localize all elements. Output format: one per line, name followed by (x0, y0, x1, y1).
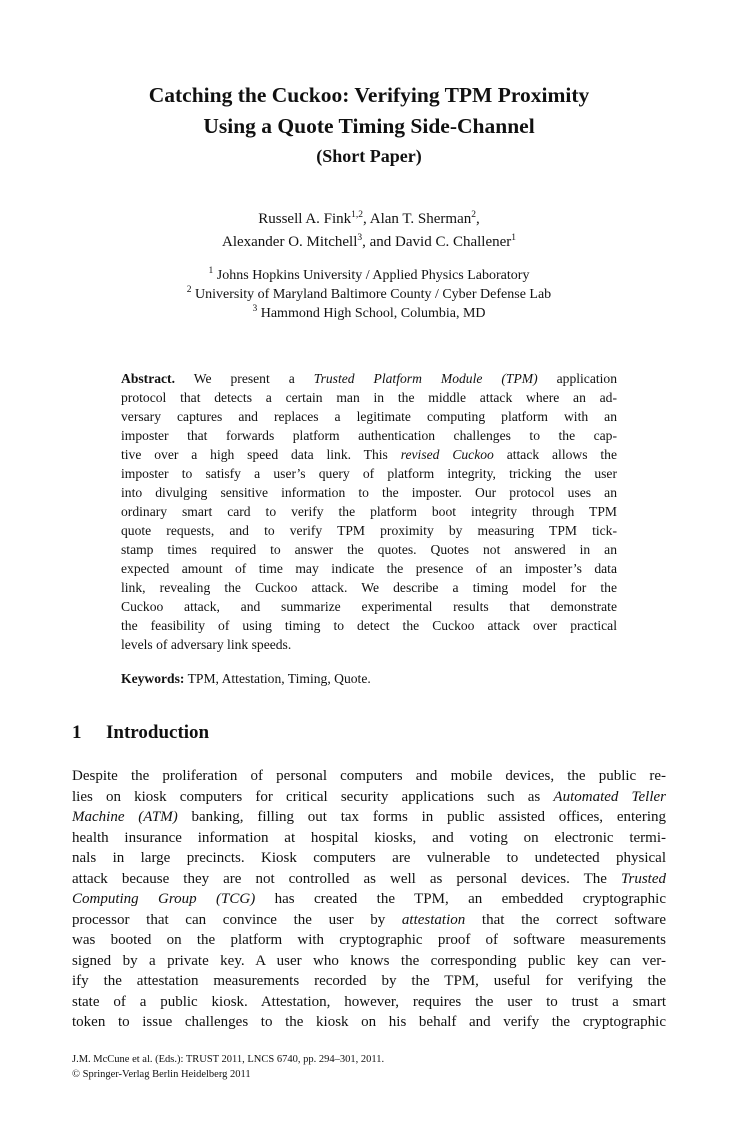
title-line-1: Catching the Cuckoo: Verifying TPM Proximity (148, 83, 590, 107)
affiliation-number: 1 (208, 266, 214, 276)
abstract-text: We present a (193, 371, 314, 386)
abstract-line: imposter that forwards platform authentication challenges to the cap- (121, 428, 617, 443)
author-separator: , (476, 211, 480, 227)
abstract-line: protocol that detects a certain man in the middle attack where an ad- (121, 390, 617, 405)
abstract-emphasis: Trusted Platform Module (TPM) (313, 371, 538, 386)
body-text: lies on kiosk computers for critical security applications such as (72, 788, 554, 805)
author-name: Alexander O. Mitchell (221, 234, 358, 250)
author-name: Russell A. Fink (258, 211, 352, 227)
affiliation-3 (40, 304, 698, 323)
affiliation-number: 3 (252, 304, 258, 314)
abstract-line: Cuckoo attack, and summarize experimental results that demonstrate (121, 599, 617, 614)
abstract-line (121, 369, 617, 388)
abstract-line: quote requests, and to verify TPM proximity by measuring TPM tick- (121, 523, 617, 538)
body-emphasis: Automated Teller (553, 788, 666, 805)
body-line (72, 889, 666, 910)
body-text: processor that can convince the user by (72, 911, 402, 928)
affiliation-2 (40, 285, 698, 304)
body-line: signed by a private key. A user who knows the corresponding public key can ver- (72, 952, 666, 969)
abstract-text: tive over a high speed data link. This (121, 447, 401, 462)
author-list (40, 208, 698, 254)
abstract-line: stamp times required to answer the quotes. Quotes not answered in an (121, 542, 617, 557)
body-line (72, 869, 666, 890)
body-line: was booted on the platform with cryptographic proof of software measurements (72, 932, 666, 948)
author-separator: , (363, 211, 370, 227)
body-emphasis: Computing Group (TCG) (72, 891, 256, 907)
author-affil-mark: 3 (357, 233, 363, 243)
paper-subtitle: (Short Paper) (316, 146, 422, 166)
abstract-line: levels of adversary link speeds. (121, 637, 292, 652)
section-heading (72, 722, 209, 744)
affiliation-text: University of Maryland Baltimore County / Cyber Defense Lab (195, 287, 552, 302)
keywords-text: TPM, Attestation, Timing, Quote. (187, 671, 371, 686)
body-emphasis: attestation (401, 911, 466, 928)
body-text: has created the TPM, an embedded cryptographic (255, 891, 666, 907)
abstract-emphasis: revised Cuckoo (400, 447, 494, 462)
author-line-2 (40, 231, 698, 254)
abstract-line: the feasibility of using timing to detect the Cuckoo attack over practical (121, 618, 617, 633)
author-affil-mark: 1 (511, 233, 517, 243)
body-line (72, 807, 666, 828)
author-affil-mark: 2 (471, 210, 476, 220)
affiliation-list (40, 266, 698, 323)
citation-line: J.M. McCune et al. (Eds.): TRUST 2011, LNCS 6740, pp. 294–301, 2011. (72, 1054, 385, 1065)
abstract-line (121, 445, 617, 464)
body-line: token to issue challenges to the kiosk on his behalf and verify the cryptographic (72, 1014, 666, 1030)
abstract-label: Abstract. (121, 371, 175, 386)
author-line-1 (40, 208, 698, 231)
keywords (121, 671, 617, 687)
author-name: David C. Challener (395, 234, 512, 250)
affiliation-1 (40, 266, 698, 285)
affiliation-text: Johns Hopkins University / Applied Physics Laboratory (216, 268, 530, 283)
keywords-label: Keywords: (121, 671, 185, 686)
body-text: banking, filling out tax forms in public assisted offices, entering (177, 809, 666, 825)
body-line (72, 910, 666, 931)
section-title: Introduction (106, 722, 210, 743)
body-emphasis: Trusted (620, 870, 666, 887)
body-text: that the correct software (465, 911, 667, 928)
affiliation-number: 2 (186, 285, 192, 295)
abstract-line: into divulging sensitive information to the imposter. Our protocol uses an (121, 485, 617, 500)
abstract-text: application (537, 371, 618, 386)
affiliation-text: Hammond High School, Columbia, MD (260, 306, 486, 321)
author-separator: , and (362, 234, 396, 250)
body-line: ify the attestation measurements recorded by the TPM, useful for verifying the (72, 973, 666, 989)
introduction-body (72, 766, 666, 1033)
abstract-line: imposter to satisfy a user’s query of platform integrity, tricking the user (121, 466, 617, 481)
abstract-line: link, revealing the Cuckoo attack. We describe a timing model for the (121, 580, 617, 595)
copyright-footer (72, 1052, 384, 1082)
body-emphasis: Machine (ATM) (72, 809, 178, 825)
paper-title (40, 80, 698, 142)
copyright-line: © Springer-Verlag Berlin Heidelberg 2011 (72, 1069, 251, 1080)
body-line: health insurance information at hospital kiosks, and voting on electronic termi- (72, 829, 666, 846)
body-line: Despite the proliferation of personal computers and mobile devices, the public re- (72, 768, 666, 784)
title-line-2: Using a Quote Timing Side-Channel (203, 114, 535, 138)
author-name: Alan T. Sherman (369, 211, 472, 227)
abstract-line: versary captures and replaces a legitimate computing platform with an (121, 409, 617, 424)
abstract-text: attack allows the (493, 447, 617, 462)
body-line (72, 787, 666, 808)
abstract-line: expected amount of time may indicate the presence of an imposter’s data (121, 561, 617, 576)
body-text: attack because they are not controlled as well as personal devices. The (72, 870, 621, 887)
abstract (121, 369, 617, 654)
body-line: state of a public kiosk. Attestation, however, requires the user to trust a smart (72, 993, 666, 1010)
author-affil-mark: 1,2 (351, 210, 364, 220)
section-number: 1 (72, 722, 82, 743)
body-line: nals in large precincts. Kiosk computers are vulnerable to undetected physical (72, 850, 666, 866)
abstract-line: ordinary smart card to verify the platform boot integrity through TPM (121, 504, 617, 519)
